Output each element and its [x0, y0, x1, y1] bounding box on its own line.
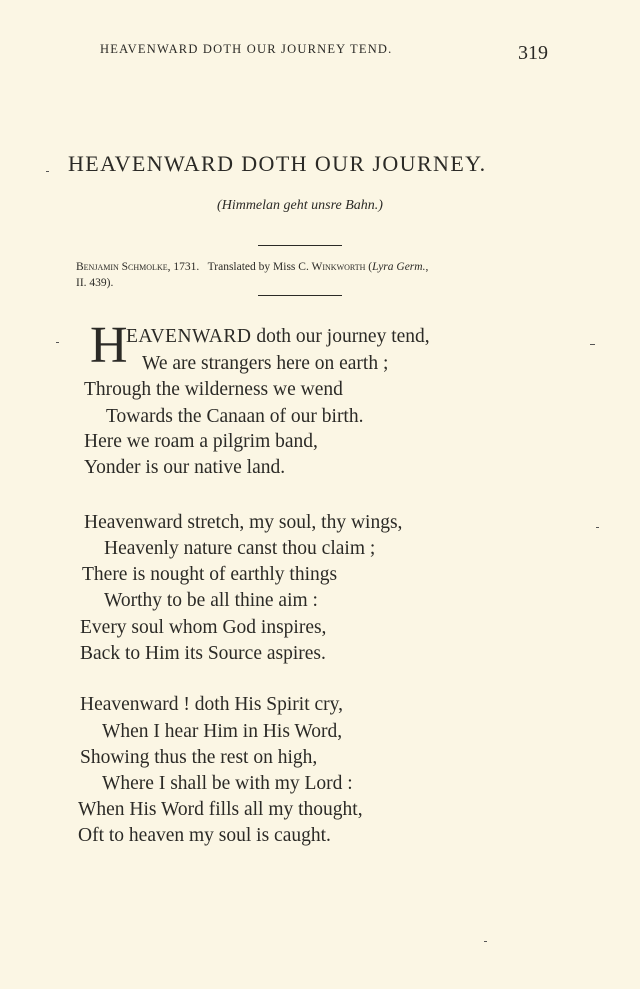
verse-line: When I hear Him in His Word,	[102, 721, 343, 742]
verse-line: Worthy to be all thine aim :	[104, 590, 318, 611]
verse-line: There is nought of earthly things	[82, 564, 338, 585]
verse-line: Here we roam a pilgrim band,	[84, 431, 318, 452]
verse-line: Heavenly nature canst thou claim ;	[104, 538, 376, 559]
author-year: , 1731.	[167, 261, 200, 273]
author-name: Benjamin Schmolke	[76, 261, 168, 273]
verse-line: Yonder is our native land.	[84, 457, 286, 478]
hymn-subtitle: (Himmelan geht unsre Bahn.)	[217, 198, 383, 213]
verse-line: Through the wilderness we wend	[84, 379, 343, 400]
attribution	[76, 259, 556, 291]
verse-line: Back to Him its Source aspires.	[80, 643, 326, 664]
rule-divider-top	[258, 245, 342, 246]
source-rest: ,	[425, 261, 429, 273]
hymn-title: HEAVENWARD DOTH OUR JOURNEY.	[68, 151, 487, 176]
rule-divider-bottom	[258, 295, 342, 296]
verse-line: Showing thus the rest on high,	[80, 747, 318, 768]
first-line-rest: doth our journey tend,	[251, 326, 430, 347]
source-open: (	[368, 261, 373, 273]
verse-line: Oft to heaven my soul is caught.	[78, 825, 331, 846]
source-volume: II. 439).	[76, 277, 114, 289]
verse-line: When His Word fills all my thought,	[78, 799, 363, 820]
first-line	[126, 324, 430, 350]
verse-line: Where I shall be with my Lord :	[102, 773, 353, 794]
verse-line: We are strangers here on earth ;	[142, 353, 389, 374]
translated-by-label: Translated by Miss	[207, 261, 296, 273]
verse-line: Every soul whom God inspires,	[80, 617, 327, 638]
drop-cap-letter: H	[90, 317, 128, 374]
print-speck	[56, 342, 59, 343]
running-head: HEAVENWARD DOTH OUR JOURNEY TEND.	[100, 42, 393, 56]
print-speck	[590, 344, 595, 345]
first-line-caps: EAVENWARD	[126, 326, 252, 347]
print-speck	[596, 527, 599, 528]
source-title: Lyra Germ.	[372, 261, 426, 273]
page-number: 319	[518, 42, 548, 64]
verse-line: Towards the Canaan of our birth.	[106, 406, 364, 427]
verse-line: Heavenward stretch, my soul, thy wings,	[84, 512, 403, 533]
print-speck	[46, 171, 49, 172]
verse-line: Heavenward ! doth His Spirit cry,	[80, 694, 344, 715]
translator-name: C. Winkworth	[298, 261, 366, 273]
print-speck	[484, 941, 487, 942]
